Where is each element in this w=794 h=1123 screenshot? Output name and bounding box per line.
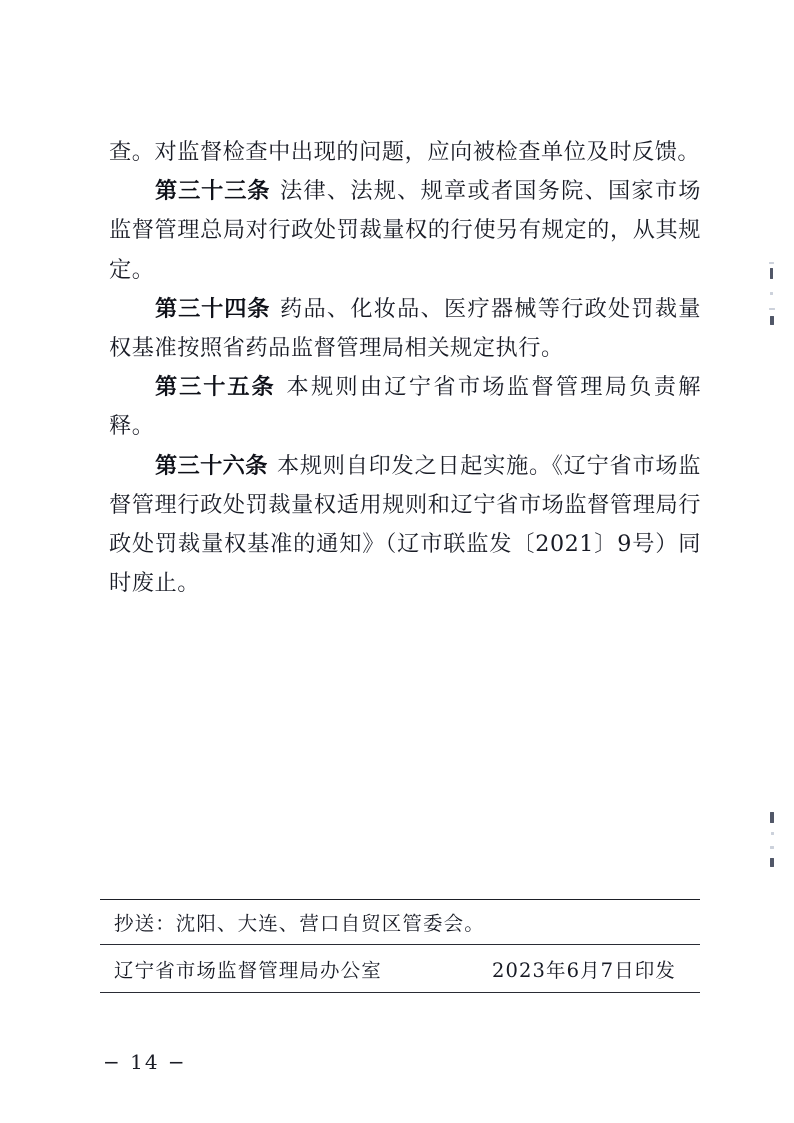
article-number-34: 第三十四条 [155, 295, 271, 322]
paragraph-text: 查。对监督检查中出现的问题，应向被检查单位及时反馈。 [109, 139, 701, 165]
paragraph-text: 本规则自印发之日起实施。《辽宁省市场监督管理行政处罚裁量权适用规则和辽宁省市场监督管理局行政处罚裁量权基准的通知》（辽市联监发〔2021〕9号）同时废止。 [109, 452, 702, 597]
article-number-35: 第三十五条 [155, 374, 276, 401]
issue-date: 2023年6月7日印发 [491, 958, 676, 982]
cc-label: 抄送：沈阳、大连、营口自贸区管委会。 [114, 912, 485, 935]
issuer-row [100, 945, 700, 992]
paragraph-article-34 [109, 290, 701, 368]
page-number: − 14 − [103, 1050, 187, 1074]
colophon-rule-bottom [100, 992, 700, 993]
issuing-office: 辽宁省市场监督管理局办公室 [114, 958, 382, 982]
colophon [100, 899, 700, 993]
paragraph-text: 本规则由辽宁省市场监督管理局负责解释。 [109, 374, 702, 440]
document-body [109, 133, 701, 603]
scan-speck [770, 812, 774, 823]
cc-row [100, 900, 700, 944]
paragraph-continuation [109, 133, 701, 172]
scan-speck [770, 858, 774, 867]
scan-speck [770, 292, 773, 295]
paragraph-article-35 [109, 368, 701, 446]
article-number-36: 第三十六条 [155, 452, 268, 479]
scan-speck [770, 268, 773, 279]
scan-speck [769, 308, 775, 310]
scan-speck [770, 316, 774, 325]
scan-speck [769, 262, 774, 264]
paragraph-text: 法律、法规、规章或者国务院、国家市场监督管理总局对行政处罚裁量权的行使另有规定的，从其规定。 [109, 178, 701, 283]
scan-speck [770, 846, 774, 849]
paragraph-article-36 [109, 447, 701, 604]
paragraph-text: 药品、化妆品、医疗器械等行政处罚裁量权基准按照省药品监督管理局相关规定执行。 [109, 295, 701, 362]
article-number-33: 第三十三条 [155, 178, 271, 205]
scan-speck [771, 832, 774, 835]
paragraph-article-33 [109, 172, 701, 290]
